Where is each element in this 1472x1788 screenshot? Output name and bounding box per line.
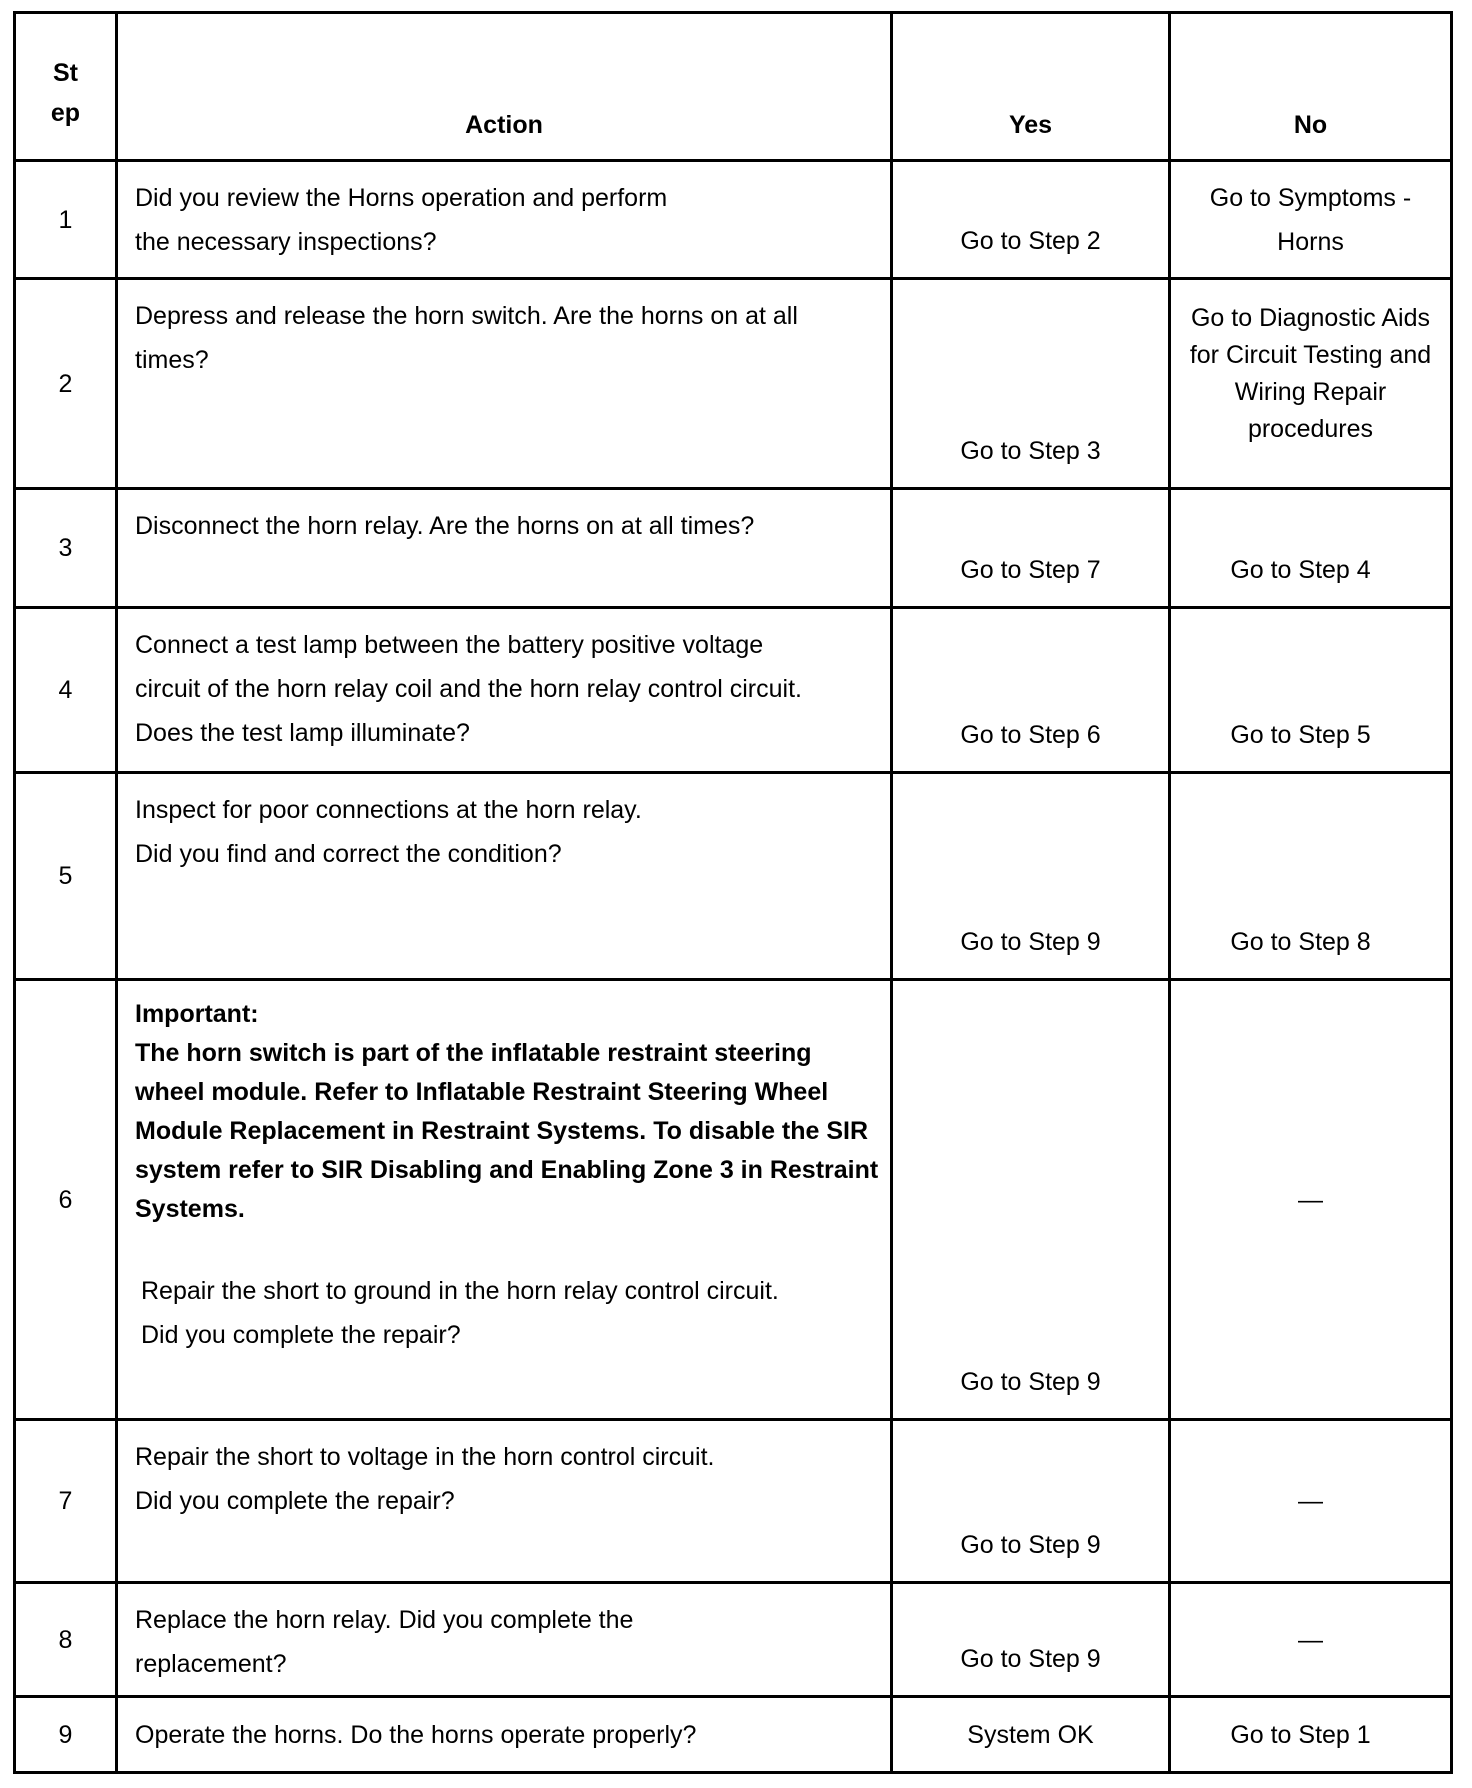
action-text: Depress and release the horn switch. Are the horns on at all times? xyxy=(117,279,892,489)
yes-result: Go to Step 9 xyxy=(892,1420,1170,1583)
header-step-line1: St xyxy=(53,58,78,87)
step-number: 8 xyxy=(15,1583,117,1697)
step-number: 5 xyxy=(15,773,117,980)
step-number: 6 xyxy=(15,980,117,1420)
yes-result: Go to Step 9 xyxy=(892,1583,1170,1697)
yes-result: Go to Step 2 xyxy=(892,161,1170,279)
header-yes: Yes xyxy=(892,13,1170,161)
step-number: 1 xyxy=(15,161,117,279)
table-row xyxy=(15,1420,1452,1583)
step-number: 4 xyxy=(15,608,117,773)
diagnostic-table xyxy=(13,11,1453,1774)
no-result: Go to Step 8 xyxy=(1170,773,1452,980)
no-result: Go to Diagnostic Aids for Circuit Testing and Wiring Repair procedures xyxy=(1170,279,1452,489)
header-step-line2: ep xyxy=(50,98,81,127)
no-result: — xyxy=(1170,1420,1452,1583)
action-text: Connect a test lamp between the battery positive voltage circuit of the horn relay coil and the horn relay control circuit. Does the test lamp illuminate? xyxy=(117,608,892,773)
table-row xyxy=(15,279,1452,489)
action-text: Operate the horns. Do the horns operate properly? xyxy=(117,1697,892,1773)
no-result: Go to Step 5 xyxy=(1170,608,1452,773)
action-text xyxy=(117,1420,892,1583)
table-header-row xyxy=(15,13,1452,161)
table-row xyxy=(15,773,1452,980)
header-action: Action xyxy=(117,13,892,161)
action-text xyxy=(117,980,892,1420)
action-line: Did you find and correct the condition? xyxy=(135,840,562,868)
important-note: The horn switch is part of the inflatable restraint steering wheel module. Refer to Inflatable Restraint Steering Wheel Module Replacement in Restraint Systems. To disable the SIR system refer to SIR Disabling and Enabling Zone 3 in Restraint Systems. xyxy=(135,1039,879,1223)
yes-result: Go to Step 3 xyxy=(892,279,1170,489)
important-label: Important: xyxy=(135,1000,259,1028)
no-result: — xyxy=(1170,1583,1452,1697)
no-result: — xyxy=(1170,980,1452,1420)
step-number: 9 xyxy=(15,1697,117,1773)
step-number: 2 xyxy=(15,279,117,489)
table-row xyxy=(15,161,1452,279)
action-text: Did you review the Horns operation and perform the necessary inspections? xyxy=(117,161,892,279)
table-row xyxy=(15,608,1452,773)
table-row xyxy=(15,1583,1452,1697)
step-number: 7 xyxy=(15,1420,117,1583)
no-result: Go to Step 1 xyxy=(1170,1697,1452,1773)
no-result: Go to Step 4 xyxy=(1170,489,1452,608)
action-text xyxy=(117,773,892,980)
no-result: Go to Symptoms - Horns xyxy=(1170,161,1452,279)
action-text: Disconnect the horn relay. Are the horns on at all times? xyxy=(117,489,892,608)
yes-result: Go to Step 7 xyxy=(892,489,1170,608)
yes-result: System OK xyxy=(892,1697,1170,1773)
action-text: Replace the horn relay. Did you complete the replacement? xyxy=(117,1583,892,1697)
header-no: No xyxy=(1170,13,1452,161)
yes-result: Go to Step 9 xyxy=(892,980,1170,1420)
action-line: Repair the short to voltage in the horn control circuit. xyxy=(135,1443,715,1471)
table-row xyxy=(15,1697,1452,1773)
action-line: Did you complete the repair? xyxy=(135,1487,455,1515)
header-step xyxy=(15,13,117,161)
step-number: 3 xyxy=(15,489,117,608)
yes-result: Go to Step 6 xyxy=(892,608,1170,773)
table-row xyxy=(15,489,1452,608)
action-line: Inspect for poor connections at the horn relay. xyxy=(135,796,642,824)
yes-result: Go to Step 9 xyxy=(892,773,1170,980)
table-row xyxy=(15,980,1452,1420)
action-line: Repair the short to ground in the horn relay control circuit. Did you complete the repair? xyxy=(141,1277,779,1349)
